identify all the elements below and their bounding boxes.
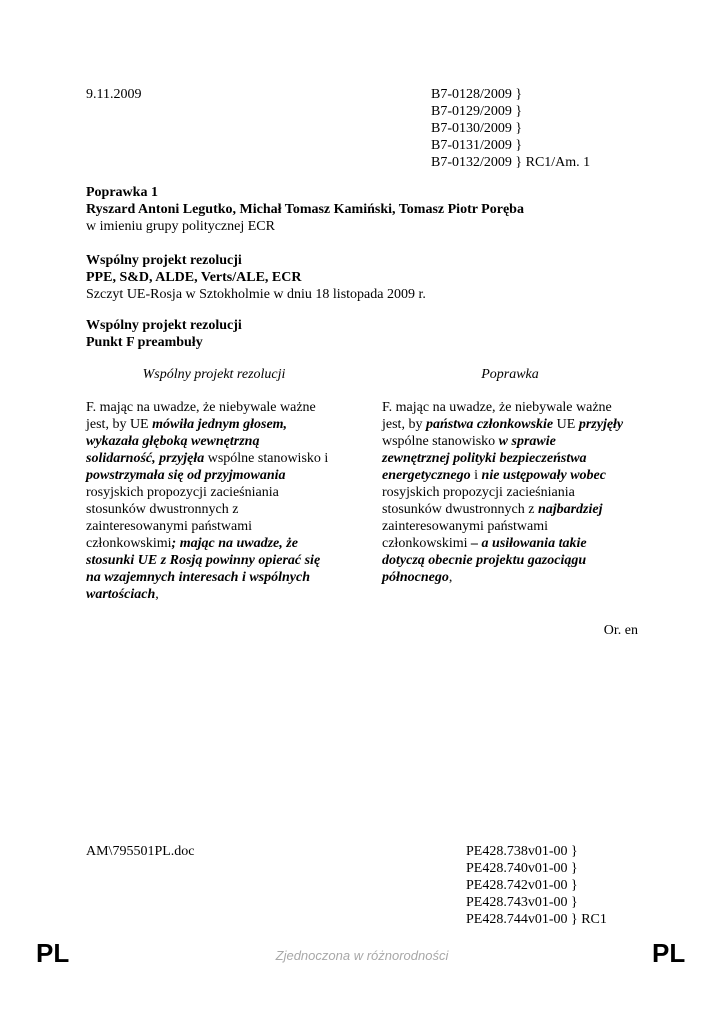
original-text-line xyxy=(86,484,348,501)
text-segment: zainteresowanymi państwami xyxy=(382,519,549,534)
original-text-line xyxy=(86,552,348,569)
original-text-line xyxy=(86,586,348,603)
pe-ref: PE428.738v01-00 } xyxy=(466,844,578,859)
text-segment: stosunków dwustronnych z xyxy=(382,502,538,517)
text-segment: stosunków dwustronnych z xyxy=(86,502,239,517)
amendment-text-line xyxy=(382,501,644,518)
reference-number: B7-0129/2009 } xyxy=(431,104,523,119)
text-segment: , xyxy=(155,587,159,602)
column-title-amendment: Poprawka xyxy=(481,367,539,382)
text-segment: członkowskimi xyxy=(382,536,472,551)
text-segment: rosyjskich propozycji zacieśniania xyxy=(86,485,279,500)
pe-ref: PE428.742v01-00 } xyxy=(466,878,578,893)
amendment-text-line xyxy=(382,416,644,433)
original-text-line xyxy=(86,399,348,416)
text-segment: jest, by xyxy=(382,417,426,432)
column-title-original: Wspólny projekt rezolucji xyxy=(142,367,286,382)
text-segment: F. mając na uwadze, że niebywale ważne xyxy=(86,400,316,415)
footer-doc-ref: AM\795501PL.doc xyxy=(86,844,195,859)
reference-number: B7-0128/2009 } xyxy=(431,87,523,102)
amendment-text-line xyxy=(382,484,644,501)
emphasized-text: dotyczą obecnie projektu gazociągu xyxy=(382,553,587,568)
emphasized-text: – a usiłowania takie xyxy=(471,536,587,551)
emphasized-text: północnego xyxy=(382,570,449,585)
emphasized-text: przyjęły xyxy=(578,417,624,432)
amendment-text-column xyxy=(382,399,644,586)
original-text-line xyxy=(86,569,348,586)
text-segment: F. mając na uwadze, że niebywale ważne xyxy=(382,400,612,415)
language-code-right: PL xyxy=(652,938,686,968)
emphasized-text: powstrzymała się od przyjmowania xyxy=(86,468,286,483)
emphasized-text: solidarność, przyjęła xyxy=(86,451,205,466)
original-language: Or. en xyxy=(603,623,638,638)
emphasized-text: państwa członkowskie xyxy=(425,417,554,432)
footer-pe-refs xyxy=(466,843,607,928)
amendment-text-line xyxy=(382,569,644,586)
amendment-scope xyxy=(86,317,242,351)
original-text-line xyxy=(86,416,348,433)
amendment-text-line xyxy=(382,399,644,416)
text-segment: wspólne stanowisko xyxy=(382,434,499,449)
scope-point: Punkt F preambuły xyxy=(86,335,203,350)
amendment-text-line xyxy=(382,450,644,467)
emphasized-text: energetycznego xyxy=(382,468,471,483)
pe-ref: PE428.744v01-00 } RC1 xyxy=(466,912,607,927)
text-segment: , xyxy=(448,570,453,585)
text-segment: rosyjskich propozycji zacieśniania xyxy=(382,485,575,500)
scope-document: Wspólny projekt rezolucji xyxy=(86,318,242,333)
emphasized-text: mówiła jednym głosem, xyxy=(152,417,288,432)
emphasized-text: w sprawie xyxy=(498,434,556,449)
motion-header xyxy=(86,252,426,303)
document-date: 9.11.2009 xyxy=(86,87,142,102)
language-code-left: PL xyxy=(36,938,70,968)
text-segment: jest, by UE xyxy=(86,417,153,432)
reference-number: B7-0132/2009 } RC1/Am. 1 xyxy=(431,155,591,170)
amendment-text-line xyxy=(382,433,644,450)
amendment-title: Poprawka 1 xyxy=(86,185,158,200)
text-segment: UE xyxy=(553,417,579,432)
reference-numbers xyxy=(431,86,590,171)
reference-number: B7-0130/2009 } xyxy=(431,121,523,136)
emphasized-text: stosunki UE z Rosją powinny opierać się xyxy=(86,553,321,568)
motion-title: Wspólny projekt rezolucji xyxy=(86,253,242,268)
pe-ref: PE428.743v01-00 } xyxy=(466,895,578,910)
amendment-text-line xyxy=(382,552,644,569)
original-text-line xyxy=(86,450,348,467)
emphasized-text: nie ustępowały wobec xyxy=(481,468,606,483)
text-segment: i xyxy=(470,468,482,483)
motion-groups: PPE, S&D, ALDE, Verts/ALE, ECR xyxy=(86,270,302,285)
eu-motto: Zjednoczona w różnorodności xyxy=(275,948,449,963)
text-segment: zainteresowanymi państwami xyxy=(86,519,253,534)
text-segment: wspólne stanowisko i xyxy=(204,451,329,466)
original-text-line xyxy=(86,501,348,518)
emphasized-text: zewnętrznej polityki bezpieczeństwa xyxy=(382,451,587,466)
original-text-line xyxy=(86,518,348,535)
original-text-column xyxy=(86,399,348,603)
amendment-text-line xyxy=(382,518,644,535)
amendment-text-line xyxy=(382,535,644,552)
amendment-authors: Ryszard Antoni Legutko, Michał Tomasz Kamiński, Tomasz Piotr Poręba xyxy=(86,202,524,217)
reference-number: B7-0131/2009 } xyxy=(431,138,523,153)
amendment-header xyxy=(86,184,524,235)
emphasized-text: wartościach xyxy=(86,587,156,602)
motion-subject: Szczyt UE-Rosja w Sztokholmie w dniu 18 listopada 2009 r. xyxy=(86,287,426,302)
pe-ref: PE428.740v01-00 } xyxy=(466,861,578,876)
emphasized-text: najbardziej xyxy=(537,502,603,517)
original-text-line xyxy=(86,535,348,552)
amendment-group: w imieniu grupy politycznej ECR xyxy=(86,219,275,234)
original-text-line xyxy=(86,467,348,484)
emphasized-text: na wzajemnych interesach i wspólnych xyxy=(86,570,311,585)
emphasized-text: wykazała głęboką wewnętrzną xyxy=(86,434,260,449)
text-segment: członkowskimi xyxy=(86,536,172,551)
amendment-text-line xyxy=(382,467,644,484)
original-text-line xyxy=(86,433,348,450)
emphasized-text: ; mając na uwadze, że xyxy=(171,536,298,551)
